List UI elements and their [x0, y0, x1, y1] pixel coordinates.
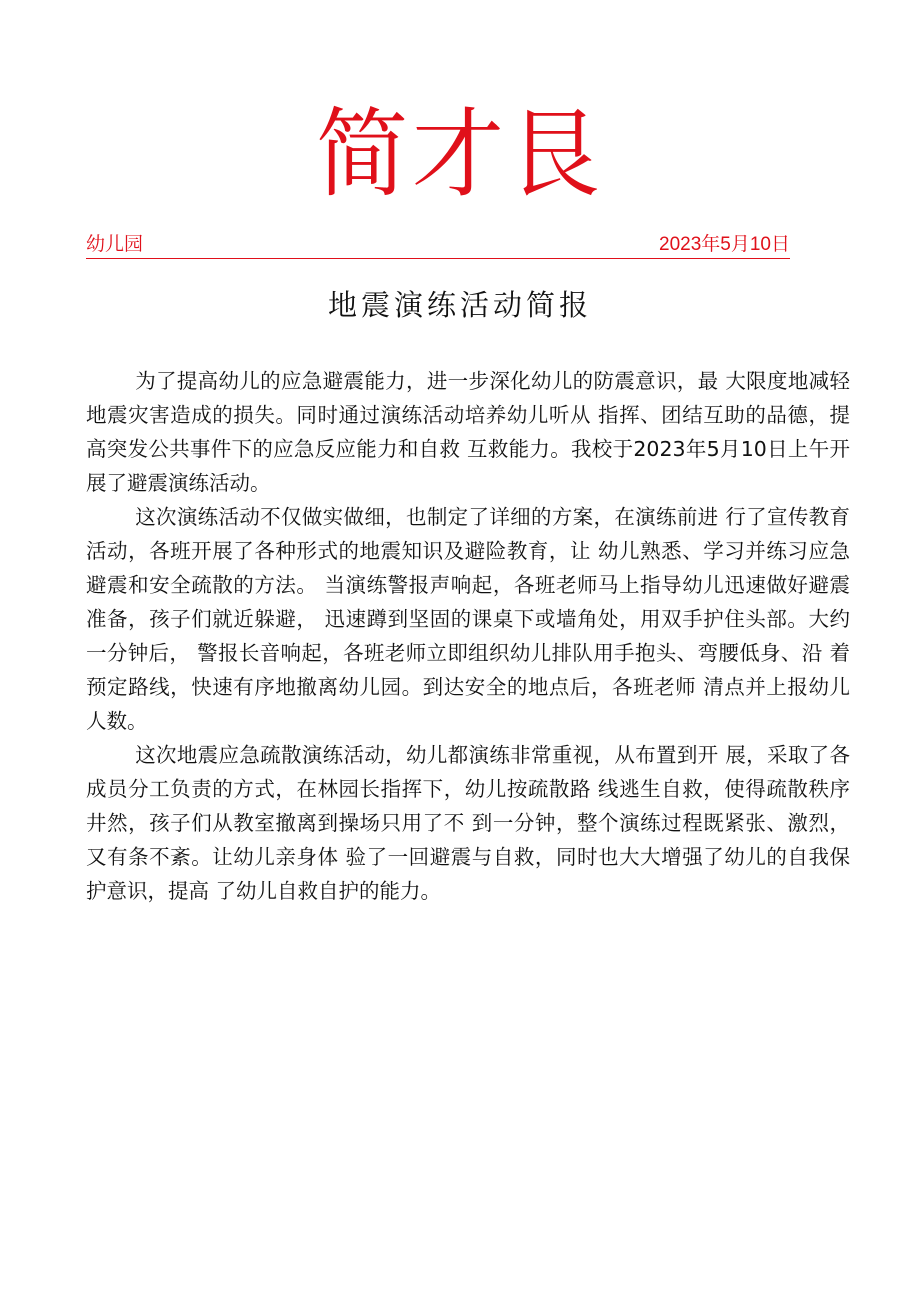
issue-date: 2023年5月10日: [659, 234, 790, 255]
document-title: 地震演练活动简报: [327, 288, 592, 322]
paragraph-1: 为了提高幼儿的应急避震能力，进一步深化幼儿的防震意识，最 大限度地减轻地震灾害造成的损失。同时通过演练活动培养幼儿听从 指挥、团结互助的品德，提高突发公共事件下的应急反应能力和自救 互救能力。我校于2023年5月10日上午开展了避震演练活动。: [86, 369, 850, 495]
organization-name: 幼儿园: [86, 234, 144, 255]
document-body: [86, 364, 850, 908]
paragraph-2: 这次演练活动不仅做实做细，也制定了详细的方案，在演练前进 行了宣传教育活动，各班开展了各种形式的地震知识及避险教育，让 幼儿熟悉、学习并练习应急避震和安全疏散的方法。 当演练警报声响起，各班老师马上指导幼儿迅速做好避震准备，孩子们就近躲避， 迅速蹲到坚固的课桌下或墙角处，用双手护住头部。大约一分钟后， 警报长音响起，各班老师立即组织幼儿排队用手抱头、弯腰低身、沿 着预定路线，快速有序地撤离幼儿园。到达安全的地点后，各班老师 清点并上报幼儿人数。: [86, 505, 850, 733]
paragraph-3: 这次地震应急疏散演练活动，幼儿都演练非常重视，从布置到开 展，采取了各成员分工负责的方式，在林园长指挥下，幼儿按疏散路 线逃生自救，使得疏散秩序井然，孩子们从教室撤离到操场只用了不 到一分钟，整个演练过程既紧张、激烈，又有条不紊。让幼儿亲身体 验了一回避震与自救，同时也大大增强了幼儿的自我保护意识，提高 了幼儿自救自护的能力。: [86, 743, 850, 903]
masthead-title: 简才艮: [315, 98, 604, 211]
header-bar: [86, 232, 790, 259]
